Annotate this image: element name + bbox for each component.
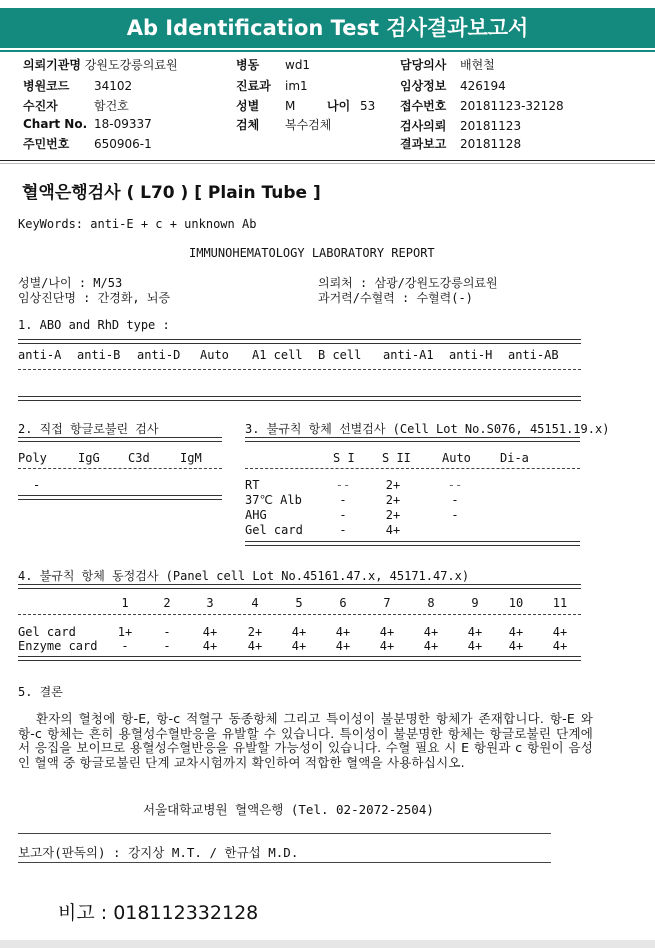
abo-header-anti-d: anti-D xyxy=(137,348,181,362)
panel-cell: 4+ xyxy=(379,625,395,639)
abo-header-anti-ab: anti-AB xyxy=(508,348,559,362)
request-value: 20181123 xyxy=(460,119,522,133)
abo-title: 1. ABO and RhD type : xyxy=(18,318,170,332)
screen-cell: -- xyxy=(335,478,351,492)
clinical-label: 임상정보 xyxy=(400,79,447,93)
panel-row-label-enzyme: Enzyme card xyxy=(18,639,98,653)
dat-header-rule xyxy=(18,468,222,469)
requester: 의뢰처 : 삼광/강원도강릉의료원 xyxy=(318,276,498,290)
panel-cell: 4+ xyxy=(291,625,307,639)
sex-value: M xyxy=(285,99,296,113)
section-title: 혈액은행검사 ( L70 ) [ Plain Tube ] xyxy=(22,183,321,203)
keywords: KeyWords: anti-E + c + unknown Ab xyxy=(18,217,257,231)
dat-value-poly: - xyxy=(33,478,41,492)
screen-header-s1: S I xyxy=(333,451,355,465)
panel-top-rule xyxy=(18,584,581,589)
examinee-label: 수진자 xyxy=(23,99,58,113)
info-divider-shadow xyxy=(0,163,655,164)
ward-row xyxy=(236,56,310,73)
screen-cell: - xyxy=(339,493,347,507)
screen-cell: - xyxy=(339,523,347,537)
panel-row-label-gel: Gel card xyxy=(18,625,76,639)
ward-value: wd1 xyxy=(285,58,311,72)
clinical-value: 426194 xyxy=(460,79,506,93)
chart-no-value: 18-09337 xyxy=(94,117,152,131)
screen-cell: - xyxy=(339,508,347,522)
report-date-value: 20181128 xyxy=(460,137,522,151)
resident-no-value: 650906-1 xyxy=(94,137,152,151)
panel-col-10: 10 xyxy=(508,596,524,610)
abo-bottom-rule xyxy=(18,396,581,401)
examinee-value: 함건호 xyxy=(94,99,129,113)
panel-col-3: 3 xyxy=(206,596,214,610)
age-label: 나이 xyxy=(327,99,351,113)
panel-cell: 4+ xyxy=(423,639,439,653)
specimen-row xyxy=(236,116,331,133)
screen-row-label: AHG xyxy=(245,508,267,522)
panel-cell: 4+ xyxy=(291,639,307,653)
screen-cell: 2+ xyxy=(385,508,401,522)
screen-header-s2: S II xyxy=(382,451,411,465)
panel-cell: 1+ xyxy=(117,625,133,639)
panel-col-9: 9 xyxy=(471,596,479,610)
panel-cell: 4+ xyxy=(202,625,218,639)
dat-header-igg: IgG xyxy=(78,451,100,465)
abo-header-anti-h: anti-H xyxy=(449,348,493,362)
request-row xyxy=(400,117,521,134)
header-divider xyxy=(0,50,655,52)
conclusion-text xyxy=(18,712,593,770)
screen-header-dia: Di-a xyxy=(500,451,529,465)
history: 과거력/수혈력 : 수혈력(-) xyxy=(318,291,473,305)
abo-header-b-cell: B cell xyxy=(318,348,362,362)
specimen-label: 검체 xyxy=(236,118,260,132)
dat-header-igm: IgM xyxy=(180,451,202,465)
screen-bottom-rule xyxy=(245,541,580,546)
abo-header-auto: Auto xyxy=(200,348,229,362)
panel-cell: 4+ xyxy=(202,639,218,653)
screen-cell: - xyxy=(451,493,459,507)
resident-no-label: 주민번호 xyxy=(23,137,70,151)
panel-cell: 4+ xyxy=(467,639,483,653)
abo-header-a1-cell: A1 cell xyxy=(252,348,303,362)
info-divider xyxy=(0,160,655,161)
resident-no-row xyxy=(23,135,152,152)
dat-title: 2. 직접 항글로불린 검사 xyxy=(18,422,159,436)
abo-header-anti-a: anti-A xyxy=(18,348,62,362)
panel-col-7: 7 xyxy=(383,596,391,610)
screen-cell: - xyxy=(451,508,459,522)
abo-header-anti-a1: anti-A1 xyxy=(383,348,434,362)
clinical-row xyxy=(400,77,506,94)
hospital-code-value: 34102 xyxy=(94,79,133,93)
panel-cell: 4+ xyxy=(379,639,395,653)
panel-col-2: 2 xyxy=(163,596,171,610)
panel-cell: 4+ xyxy=(508,639,524,653)
doctor-value: 배현철 xyxy=(460,58,495,72)
reporter-bottom-rule xyxy=(18,862,551,863)
reception-row xyxy=(400,97,564,114)
conclusion-body: 환자의 혈청에 항-E, 항-c 적혈구 동종항체 그리고 특이성이 불분명한 항체가 존재합니다. 항-E 와 항-c 항체는 흔히 용혈성수혈반응을 유발할 수 있습니다. 특이성이 불분명한 항체는 항글로불린 단계에서 응집을 보이므로 용혈성수혈반응을 유발할 가능성이 있습니다. 수혈 필요 시 E 항원과 c 항원이 음성인 혈액 중 항글로불린 단계 교차시험까지 확인하여 적합한 혈액을 사용하십시오. xyxy=(18,711,593,770)
chart-no-label: Chart No. xyxy=(23,117,88,131)
panel-cell: 4+ xyxy=(508,625,524,639)
screen-cell: -- xyxy=(447,478,463,492)
reception-value: 20181123-32128 xyxy=(460,99,564,113)
hospital-code-label: 병원코드 xyxy=(23,79,70,93)
doctor-row xyxy=(400,56,495,73)
dat-header-poly: Poly xyxy=(18,451,47,465)
screen-header-auto: Auto xyxy=(442,451,471,465)
screen-cell: 4+ xyxy=(385,523,401,537)
conclusion-title: 5. 결론 xyxy=(18,685,63,699)
panel-title: 4. 불규칙 항체 동정검사 (Panel cell Lot No.45161.47.x, 45171.47.x) xyxy=(18,569,470,583)
screen-title: 3. 불규칙 항체 선별검사 (Cell Lot No.S076, 45151.19.x) xyxy=(245,422,610,436)
reporter: 보고자(판독의) : 강지상 M.T. / 한규섭 M.D. xyxy=(18,845,299,860)
panel-col-6: 6 xyxy=(339,596,347,610)
panel-cell: - xyxy=(121,639,129,653)
screen-row-label: 37℃ Alb xyxy=(245,493,302,507)
panel-cell: 4+ xyxy=(247,639,263,653)
screen-row-label: RT xyxy=(245,478,260,492)
chart-no-row xyxy=(23,117,152,131)
panel-cell: - xyxy=(163,639,171,653)
panel-col-5: 5 xyxy=(295,596,303,610)
dat-header-c3d: C3d xyxy=(128,451,150,465)
sex-age: 성별/나이 : M/53 xyxy=(18,276,123,290)
bottom-bar xyxy=(0,940,655,948)
screen-top-rule xyxy=(245,437,580,442)
report-header xyxy=(0,8,655,48)
doctor-label: 담당의사 xyxy=(400,58,447,72)
specimen-value: 복수검체 xyxy=(285,118,332,132)
hospital-code-row xyxy=(23,77,132,94)
screen-header-rule xyxy=(245,468,580,469)
dept-value: im1 xyxy=(285,79,308,93)
hospital-contact: 서울대학교병원 혈액은행 (Tel. 02-2072-2504) xyxy=(143,802,434,817)
panel-col-1: 1 xyxy=(121,596,129,610)
panel-bottom-rule xyxy=(18,656,581,661)
abo-header-anti-b: anti-B xyxy=(77,348,121,362)
panel-header-rule xyxy=(18,614,581,615)
panel-col-4: 4 xyxy=(251,596,259,610)
panel-cell: 4+ xyxy=(552,625,568,639)
report-title: Ab Identification Test 검사결과보고서 xyxy=(126,16,529,40)
screen-row-label: Gel card xyxy=(245,523,303,537)
panel-cell: - xyxy=(163,625,171,639)
panel-col-11: 11 xyxy=(552,596,568,610)
age-value: 53 xyxy=(360,99,376,113)
panel-cell: 2+ xyxy=(247,625,263,639)
reception-label: 접수번호 xyxy=(400,99,447,113)
request-label: 검사의뢰 xyxy=(400,119,447,133)
examinee-row xyxy=(23,97,129,114)
screen-cell: 2+ xyxy=(385,493,401,507)
sex-row xyxy=(236,97,375,114)
panel-cell: 4+ xyxy=(335,625,351,639)
panel-cell: 4+ xyxy=(423,625,439,639)
screen-cell: 2+ xyxy=(385,478,401,492)
reporter-top-rule xyxy=(18,833,551,834)
sex-label: 성별 xyxy=(236,99,260,113)
ward-label: 병동 xyxy=(236,58,260,72)
abo-top-rule xyxy=(18,339,581,344)
note: 비고 : 018112332128 xyxy=(58,902,259,924)
institution-label: 의뢰기관명 xyxy=(23,58,81,72)
lab-report-title: IMMUNOHEMATOLOGY LABORATORY REPORT xyxy=(189,246,435,260)
report-date-label: 결과보고 xyxy=(400,137,447,151)
institution-value: 강원도강릉의료원 xyxy=(84,58,178,72)
dat-top-rule xyxy=(18,437,222,442)
panel-cell: 4+ xyxy=(467,625,483,639)
panel-cell: 4+ xyxy=(552,639,568,653)
dept-row xyxy=(236,77,308,94)
diagnosis: 임상진단명 : 간경화, 뇌증 xyxy=(18,291,171,305)
institution-row xyxy=(23,56,178,73)
report-date-row xyxy=(400,135,521,152)
panel-col-8: 8 xyxy=(427,596,435,610)
abo-header-rule xyxy=(18,369,581,370)
dat-bottom-rule xyxy=(18,495,222,500)
panel-cell: 4+ xyxy=(335,639,351,653)
dept-label: 진료과 xyxy=(236,79,271,93)
